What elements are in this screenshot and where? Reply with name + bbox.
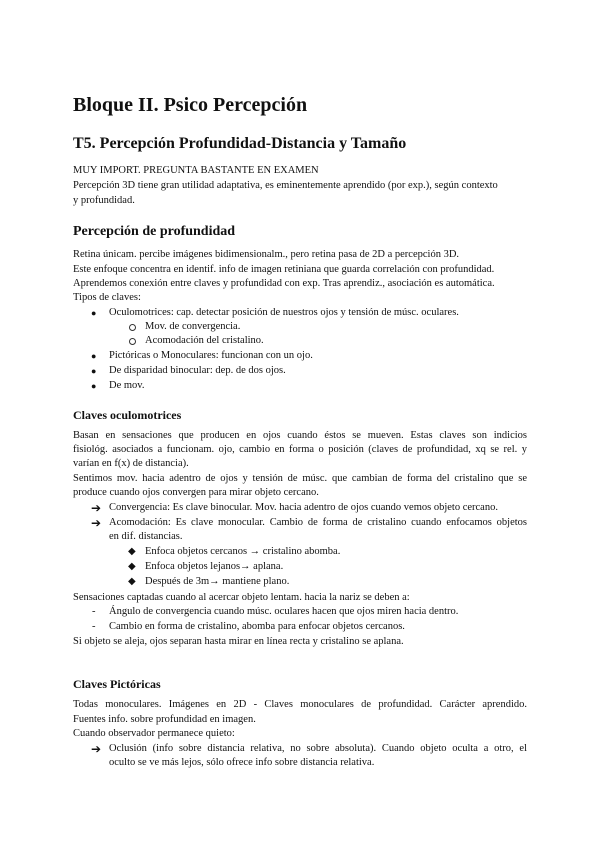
paragraph-line: Todas monoculares. Imágenes en 2D - Claves monoculares de profundidad. Carácter aprendido. xyxy=(73,699,527,710)
paragraph-line: Aprendemos conexión entre claves y profundidad con exp. Tras aprendiz., asociación es automática. xyxy=(73,278,495,289)
bullet-icon: ● xyxy=(91,308,97,318)
intro-line-2: Percepción 3D tiene gran utilidad adaptativa, es eminentemente aprendido (por exp.), según contexto xyxy=(73,180,498,191)
paragraph-line: Tipos de claves: xyxy=(73,292,141,303)
intro-line-1: MUY IMPORT. PREGUNTA BASTANTE EN EXAMEN xyxy=(73,165,319,176)
arrow-item-continued: oculto se ve más lejos, sólo ofrece info sobre distancia relativa. xyxy=(109,757,375,768)
bullet-icon: ● xyxy=(91,351,97,361)
diamond-item: Después de 3m→ mantiene plano. xyxy=(145,576,290,587)
intro-line-3: y profundidad. xyxy=(73,195,135,206)
paragraph-line: Retina únicam. percibe imágenes bidimensionalm., pero retina pasa de 2D a percepción 3D. xyxy=(73,249,460,260)
diamond-item: Enfoca objetos lejanos→ aplana. xyxy=(145,561,284,572)
section-heading-oculomotrices: Claves oculomotrices xyxy=(73,408,182,422)
list-item: Acomodación del cristalino. xyxy=(145,335,264,346)
list-item: De mov. xyxy=(109,380,145,391)
arrow-icon: ➔ xyxy=(91,742,102,756)
circle-bullet-icon xyxy=(129,324,136,331)
paragraph-line: produce cuando ojos convergen para mirar objeto cercano. xyxy=(73,487,319,498)
paragraph-line: Sentimos mov. hacia adentro de ojos y tensión de músc. que cambian de forma del cristalino que se xyxy=(73,473,527,484)
list-item: Oculomotrices: cap. detectar posición de nuestros ojos y tensión de músc. oculares. xyxy=(109,307,459,318)
list-item: Mov. de convergencia. xyxy=(145,321,241,332)
dash-icon: - xyxy=(92,621,96,632)
list-item: De disparidad binocular: dep. de dos ojos. xyxy=(109,365,286,376)
paragraph-line: Si objeto se aleja, ojos separan hasta mirar en línea recta y cristalino se aplana. xyxy=(73,636,404,647)
paragraph-line: fisiológ. asociados a funcionam. ojo, cambio en forma o posición (claves de profundidad, xq se rel. y xyxy=(73,444,527,455)
diamond-item: Enfoca objetos cercanos → cristalino abomba. xyxy=(145,546,341,557)
diamond-icon: ◆ xyxy=(128,546,136,557)
section-heading-pictoricas: Claves Pictóricas xyxy=(73,677,161,691)
diamond-icon: ◆ xyxy=(128,576,136,587)
arrow-item: Oclusión (info sobre distancia relativa, no sobre absoluta). Cuando objeto oculta a otro, el xyxy=(109,743,527,754)
paragraph-line: Este enfoque concentra en identif. info de imagen retiniana que guarda correlación con profundidad. xyxy=(73,264,495,275)
list-item: Pictóricas o Monoculares: funcionan con un ojo. xyxy=(109,350,313,361)
arrow-icon: ➔ xyxy=(91,516,102,530)
dash-icon: - xyxy=(92,606,96,617)
dash-item: Ángulo de convergencia cuando músc. oculares hacen que ojos miren hacia dentro. xyxy=(109,606,459,617)
diamond-icon: ◆ xyxy=(128,561,136,572)
paragraph-line: Cuando observador permanece quieto: xyxy=(73,728,235,739)
bullet-icon: ● xyxy=(91,366,97,376)
bullet-icon: ● xyxy=(91,381,97,391)
arrow-item-continued: en dif. distancias. xyxy=(109,531,183,542)
paragraph-line: Sensaciones captadas cuando al acercar objeto lentam. hacia la nariz se deben a: xyxy=(73,592,410,603)
dash-item: Cambio en forma de cristalino, abomba para enfocar objetos cercanos. xyxy=(109,621,405,632)
arrow-item: Convergencia: Es clave binocular. Mov. hacia adentro de ojos cuando vemos objeto cercano. xyxy=(109,502,498,513)
paragraph-line: varían en f(x) de distancia). xyxy=(73,458,189,469)
document-title: Bloque II. Psico Percepción xyxy=(73,94,308,116)
arrow-icon: ➔ xyxy=(91,501,102,515)
section-heading-profundidad: Percepción de profundidad xyxy=(73,224,236,239)
paragraph-line: Basan en sensaciones que producen en ojos cuando éstos se mueven. Estas claves son indicios xyxy=(73,430,527,441)
circle-bullet-icon xyxy=(129,338,136,345)
chapter-title: T5. Percepción Profundidad-Distancia y Tamaño xyxy=(73,135,407,152)
paragraph-line: Fuentes info. sobre profundidad en imagen. xyxy=(73,714,256,725)
arrow-item: Acomodación: Es clave monocular. Cambio de forma de cristalino cuando enfocamos objetos xyxy=(109,517,527,528)
